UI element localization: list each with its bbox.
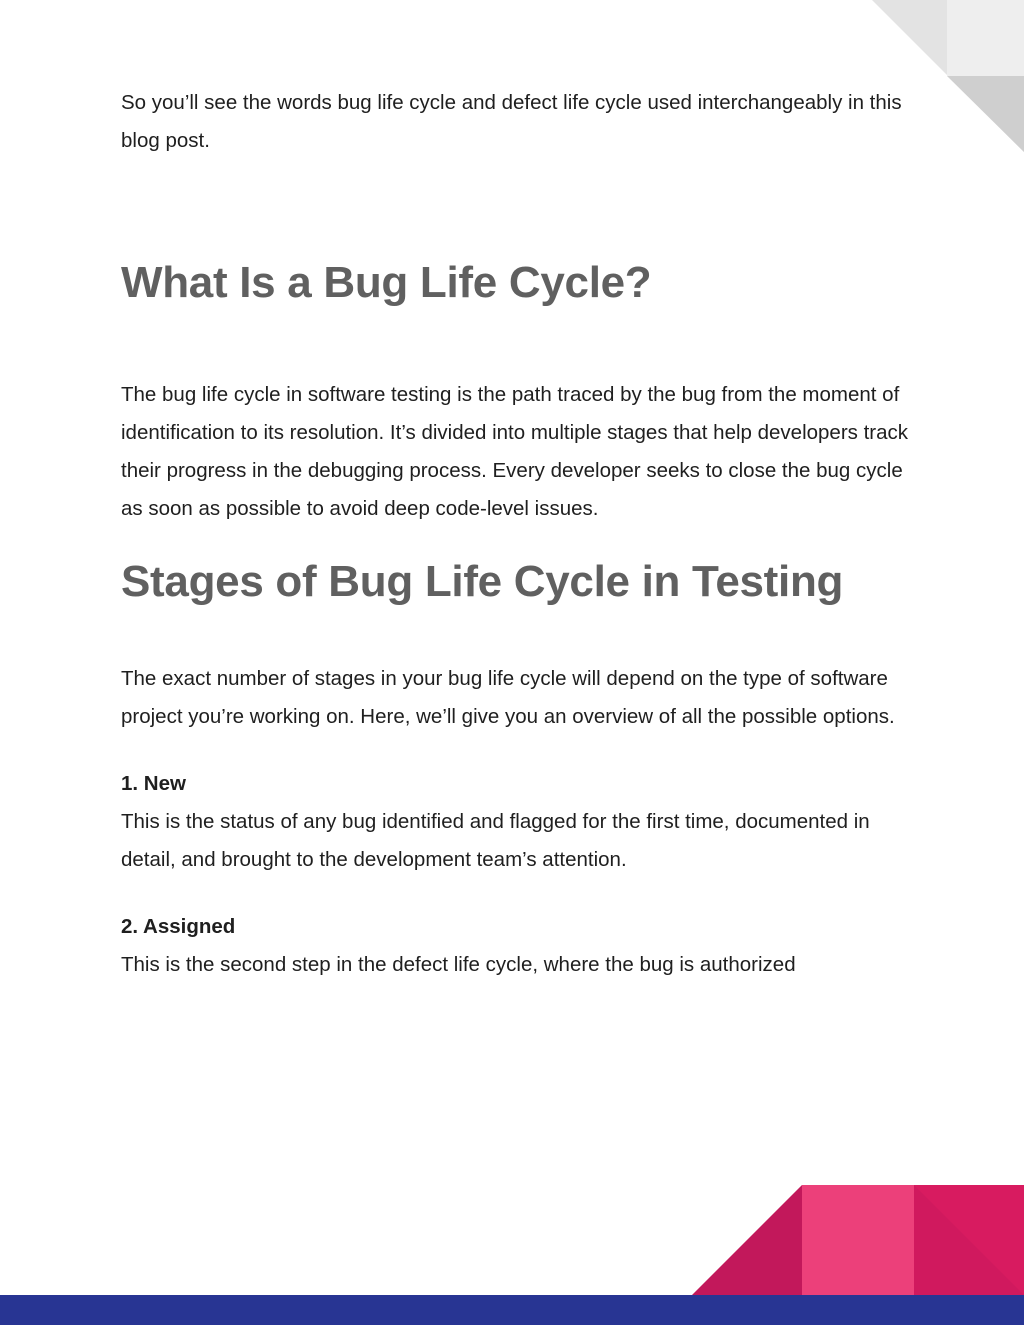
- paragraph-stages-overview: The exact number of stages in your bug life cycle will depend on the type of software project you’re working on. Here, we’ll give you an overview of all the possible options.: [121, 667, 895, 728]
- stage-title: 1. New: [121, 772, 186, 795]
- document-body: [121, 84, 911, 1013]
- corner-decoration-bottom: [692, 1185, 1024, 1295]
- heading-what-is-bug-life-cycle: What Is a Bug Life Cycle?: [121, 258, 652, 307]
- heading-stages-of-bug-life-cycle: Stages of Bug Life Cycle in Testing: [121, 557, 844, 606]
- stage-item-new: [121, 765, 911, 879]
- stage-item-assigned: [121, 908, 911, 984]
- bottom-bar: [0, 1295, 1024, 1325]
- paragraph-bug-life-cycle-definition: The bug life cycle in software testing is the path traced by the bug from the moment of identification to its resolution. It’s divided into multiple stages that help developers track their progress in the debugging process. Every developer seeks to close the bug cycle as soon as possible to avoid deep code-level issues.: [121, 383, 909, 520]
- intro-paragraph: So you’ll see the words bug life cycle and defect life cycle used interchangeably in this blog post.: [121, 91, 902, 152]
- stage-description: This is the second step in the defect life cycle, where the bug is authorized: [121, 953, 796, 976]
- stage-description: This is the status of any bug identified and flagged for the first time, documented in detail, and brought to the development team’s attention.: [121, 810, 870, 871]
- stage-title: 2. Assigned: [121, 915, 236, 938]
